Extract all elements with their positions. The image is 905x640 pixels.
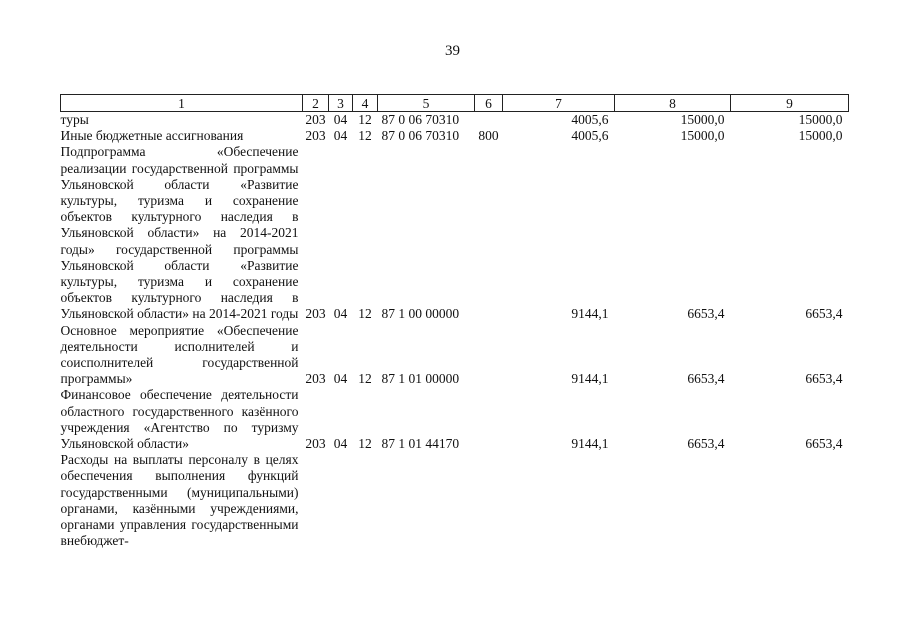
header-col-2: 2 <box>303 95 329 112</box>
row-col-2: 203 <box>305 128 326 144</box>
row-col-4: 12 <box>358 128 372 144</box>
row-col-5: 87 0 06 70310 <box>381 128 460 144</box>
row-col-9: 6653,4 <box>805 436 843 452</box>
row-col-9: 15000,0 <box>798 112 843 127</box>
row-name: Иные бюджетные ассигнования <box>60 128 244 144</box>
row-col-7: 9144,1 <box>571 371 609 387</box>
row-col-3: 04 <box>333 306 348 322</box>
table-row <box>61 128 849 144</box>
header-col-4: 4 <box>353 95 378 112</box>
row-col-8 <box>615 452 731 549</box>
table-row <box>61 452 849 549</box>
table-row <box>61 144 849 322</box>
row-col-3: 04 <box>333 112 348 127</box>
row-col-8: 6653,4 <box>687 436 725 452</box>
row-col-8: 6653,4 <box>687 371 725 387</box>
row-col-5 <box>378 452 475 549</box>
row-col-3: 04 <box>333 128 348 144</box>
row-col-8: 15000,0 <box>680 128 725 144</box>
row-col-4: 12 <box>358 371 372 387</box>
row-col-3: 04 <box>333 436 348 452</box>
row-col-9: 6653,4 <box>805 371 843 387</box>
table-row <box>61 323 849 388</box>
row-col-8: 15000,0 <box>680 112 725 127</box>
row-name: Финансовое обеспечение деятельности областного государственного казённого учреждения «Агентство по туризму Ульяновской области» <box>60 387 299 452</box>
row-col-6: 800 <box>478 128 499 144</box>
row-col-2 <box>303 452 329 549</box>
row-name: Основное мероприятие «Обеспечение деятельности исполнителей и соисполнителей государственной программы» <box>60 322 299 387</box>
row-col-7: 4005,6 <box>571 112 609 127</box>
row-col-6 <box>475 323 503 388</box>
row-col-5: 87 1 01 00000 <box>381 371 460 387</box>
table-row <box>61 112 849 129</box>
row-col-4: 12 <box>358 436 372 452</box>
row-name: Расходы на выплаты персоналу в целях обеспечения выполнения функций государственными (муниципальными) органами, казёнными учреждениями, органами управления государственными внебюджет- <box>60 452 299 549</box>
row-col-7: 9144,1 <box>571 436 609 452</box>
row-col-7: 4005,6 <box>571 128 609 144</box>
row-col-5: 87 1 00 00000 <box>381 306 460 322</box>
header-col-5: 5 <box>378 95 475 112</box>
table-body <box>61 112 849 550</box>
header-col-3: 3 <box>329 95 353 112</box>
row-col-9: 15000,0 <box>798 128 843 144</box>
row-col-5: 87 0 06 70310 <box>381 112 460 127</box>
row-col-6 <box>475 387 503 452</box>
row-col-4: 12 <box>358 112 372 127</box>
page-number: 39 <box>445 43 460 59</box>
row-col-6 <box>475 452 503 549</box>
table-header <box>61 95 849 112</box>
header-col-7: 7 <box>503 95 615 112</box>
row-col-5: 87 1 01 44170 <box>381 436 460 452</box>
table-header-row <box>61 95 849 112</box>
row-col-8: 6653,4 <box>687 306 725 322</box>
budget-table <box>60 94 849 549</box>
row-col-2: 203 <box>305 306 326 322</box>
row-col-3: 04 <box>333 371 348 387</box>
row-col-2: 203 <box>305 112 326 127</box>
row-col-3 <box>329 452 353 549</box>
row-name: туры <box>60 112 89 127</box>
header-col-8: 8 <box>615 95 731 112</box>
header-col-9: 9 <box>731 95 849 112</box>
row-col-2: 203 <box>305 436 326 452</box>
header-col-6: 6 <box>475 95 503 112</box>
table-row <box>61 387 849 452</box>
row-col-6 <box>475 144 503 322</box>
row-col-6 <box>475 112 503 129</box>
header-col-1: 1 <box>61 95 303 112</box>
row-col-9 <box>731 452 849 549</box>
row-col-4 <box>353 452 378 549</box>
row-col-7 <box>503 452 615 549</box>
row-name: Подпрограмма «Обеспечение реализации государственной программы Ульяновской области «Развитие культуры, туризма и сохранение объектов культурного наследия в Ульяновской области» на 2014-2021 годы» государственной программы Ульяновской области «Развитие культуры, туризма и сохранение объектов культурного наследия в Ульяновской области» на 2014-2021 годы <box>60 144 299 322</box>
row-col-2: 203 <box>305 371 326 387</box>
row-col-9: 6653,4 <box>805 306 843 322</box>
row-col-7: 9144,1 <box>571 306 609 322</box>
row-col-4: 12 <box>358 306 372 322</box>
